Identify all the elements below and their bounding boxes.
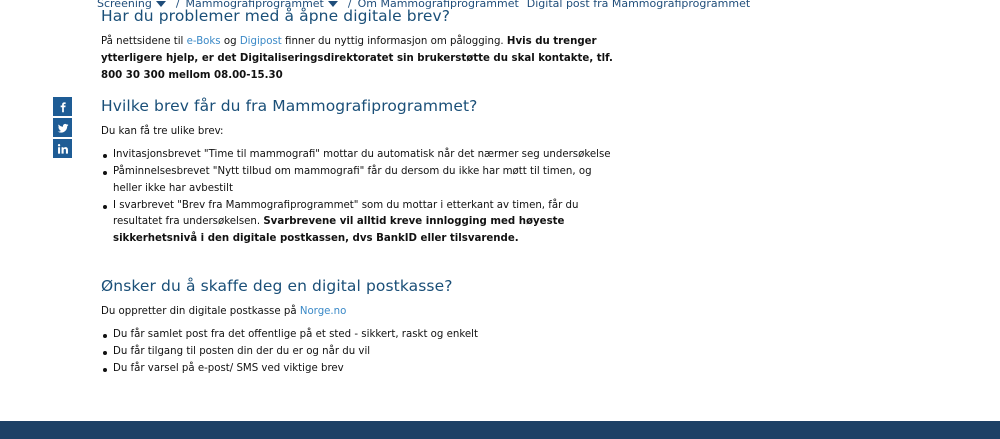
section-heading-digital-mailbox: Ønsker du å skaffe deg en digital postkasse? xyxy=(101,277,453,295)
section-intro-digital-mailbox: Du oppretter din digitale postkasse på Norge.no xyxy=(101,306,347,317)
norge-no-link[interactable]: Norge.no xyxy=(299,306,347,317)
breadcrumb-current-page: Digital post fra Mammografiprogrammet xyxy=(526,0,751,10)
facebook-share-button[interactable] xyxy=(53,97,72,116)
breadcrumb-separator: / xyxy=(175,0,180,10)
breadcrumb-mammografiprogrammet[interactable]: Mammografiprogrammet xyxy=(185,0,324,10)
twitter-share-button[interactable] xyxy=(53,118,72,137)
section-heading-problems: Har du problemer med å åpne digitale brev? xyxy=(101,7,451,25)
eboks-link[interactable]: e-Boks xyxy=(186,36,221,47)
facebook-icon xyxy=(56,100,70,114)
list-item: Du får tilgang til posten din der du er og når du vil xyxy=(101,344,621,361)
section-paragraph-help: På nettsidene til e-Boks og Digipost finner du nyttig informasjon om pålogging. Hvis du trenger ytterligere hjelp, er det Digitaliseringsdirektoratet sin brukerstøtte du skal kontakte, tlf. 800 30 300 mellom 08.00-15.30 xyxy=(101,36,613,81)
list-item: I svarbrevet "Brev fra Mammografiprogrammet" som du mottar i etterkant av timen, får du resultatet fra undersøkelsen. Svarbrevene vil alltid kreve innlogging med høyeste sikkerhetsnivå i den digitale postkassen, dvs BankID eller tilsvarende. xyxy=(101,198,621,248)
breadcrumb-om-mammografiprogrammet[interactable]: Om Mammografiprogrammet xyxy=(357,0,519,10)
list-item: Du får samlet post fra det offentlige på et sted - sikkert, raskt og enkelt xyxy=(101,327,621,344)
breadcrumb-separator: / xyxy=(347,0,352,10)
benefits-list xyxy=(101,327,621,378)
digipost-link[interactable]: Digipost xyxy=(239,36,282,47)
list-item: Invitasjonsbrevet "Time til mammografi" mottar du automatisk når det nærmer seg undersøkelse xyxy=(101,147,621,164)
twitter-icon xyxy=(56,121,70,135)
list-item: Du får varsel på e-post/ SMS ved viktige brev xyxy=(101,361,621,378)
support-contact-text: Hvis du trenger ytterligere hjelp, er det Digitaliseringsdirektoratet sin brukerstøtte du skal kontakte, tlf. 800 30 300 mellom 08.00-15.30 xyxy=(101,36,613,81)
chevron-down-icon[interactable] xyxy=(328,1,338,7)
chevron-down-icon[interactable] xyxy=(156,1,166,7)
linkedin-share-button[interactable] xyxy=(53,139,72,158)
bankid-requirement-text: Svarbrevene vil alltid kreve innlogging med høyeste sikkerhetsnivå i den digitale postkassen, dvs BankID eller tilsvarende. xyxy=(113,216,565,244)
footer-bar xyxy=(0,421,1000,439)
list-item: Påminnelsesbrevet "Nytt tilbud om mammografi" får du dersom du ikke har møtt til timen, og heller ikke har avbestilt xyxy=(101,164,621,197)
linkedin-icon xyxy=(56,142,70,156)
section-intro-letters: Du kan få tre ulike brev: xyxy=(101,126,224,137)
section-heading-letters: Hvilke brev får du fra Mammografiprogrammet? xyxy=(101,97,478,115)
breadcrumb-screening[interactable]: Screening xyxy=(97,0,152,10)
letters-list xyxy=(101,147,621,248)
